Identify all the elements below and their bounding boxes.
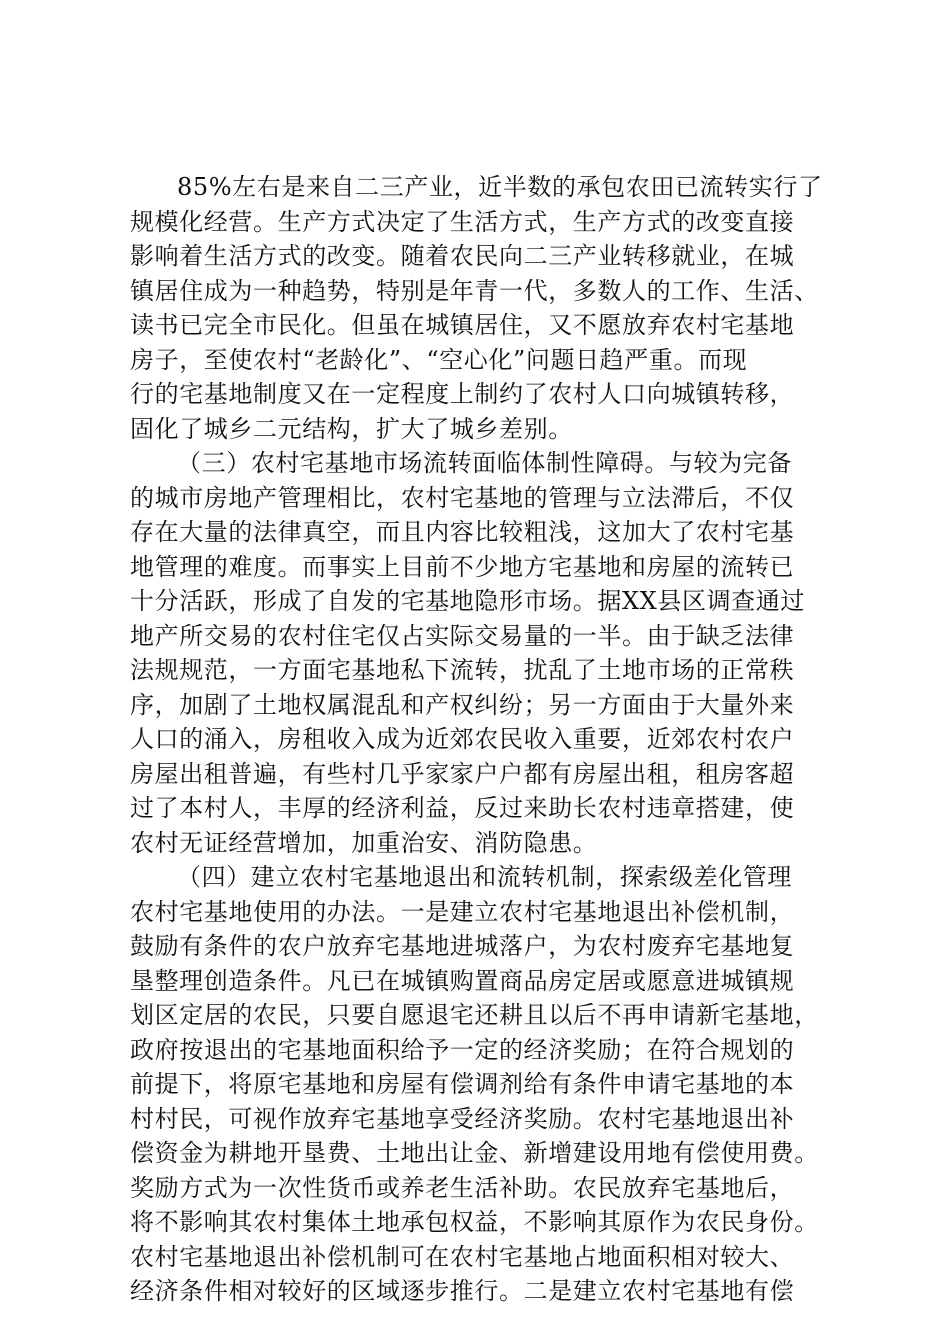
text-line: 房屋出租普遍，有些村几乎家家户户都有房屋出租，租房客超: [130, 759, 795, 788]
text-line: 经济条件相对较好的区域逐步推行。二是建立农村宅基地有偿: [130, 1277, 795, 1305]
text-line: 将不影响其农村集体土地承包权益，不影响其原作为农民身份。: [130, 1208, 819, 1236]
text-line: 地管理的难度。而事实上目前不少地方宅基地和房屋的流转已: [130, 552, 795, 581]
paragraph-1: [130, 170, 830, 446]
text-line: 十分活跃，形成了自发的宅基地隐形市场。据XX县区调查通过: [130, 587, 805, 615]
text-line: 地产所交易的农村住宅仅占实际交易量的一半。由于缺乏法律: [130, 621, 795, 650]
text-line: 农村宅基地使用的办法。一是建立农村宅基地退出补偿机制，: [130, 897, 795, 926]
text-line: 规模化经营。生产方式决定了生活方式，生产方式的改变直接: [130, 207, 795, 236]
text-line: 行的宅基地制度又在一定程度上制约了农村人口向城镇转移，: [130, 380, 795, 408]
text-line: 划区定居的农民，只要自愿退宅还耕且以后不再申请新宅基地，: [130, 1001, 819, 1029]
text-line: 人口的涌入，房租收入成为近郊农民收入重要，近郊农村农户: [130, 725, 795, 753]
text-line: 垦整理创造条件。凡已在城镇购置商品房定居或愿意进城镇规: [130, 966, 795, 995]
document-body: [130, 170, 830, 1309]
text-line: 农村无证经营增加，加重治安、消防隐患。: [130, 828, 598, 857]
text-line: 村村民，可视作放弃宅基地享受经济奖励。农村宅基地退出补: [130, 1104, 795, 1133]
text-line: 政府按退出的宅基地面积给予一定的经济奖励；在符合规划的: [130, 1035, 795, 1064]
text-line: 奖励方式为一次性货币或养老生活补助。农民放弃宅基地后，: [130, 1173, 795, 1202]
text-line: 存在大量的法律真空，而且内容比较粗浅，这加大了农村宅基: [130, 518, 795, 546]
text-line: 读书已完全市民化。但虽在城镇居住，又不愿放弃农村宅基地: [130, 311, 795, 339]
text-line: 85%左右是来自二三产业，近半数的承包农田已流转实行了: [177, 173, 823, 201]
text-line: 前提下，将原宅基地和房屋有偿调剂给有条件申请宅基地的本: [130, 1070, 795, 1098]
text-line: 偿资金为耕地开垦费、土地出让金、新增建设用地有偿使用费。: [130, 1139, 819, 1167]
paragraph-3: [130, 860, 830, 1309]
text-line: 影响着生活方式的改变。随着农民向二三产业转移就业，在城: [130, 242, 795, 270]
text-line: 固化了城乡二元结构，扩大了城乡差别。: [130, 414, 573, 443]
text-line: 房子，至使农村“老龄化”、“空心化”问题日趋严重。而现: [130, 345, 748, 374]
text-line: 的城市房地产管理相比，农村宅基地的管理与立法滞后，不仅: [130, 483, 795, 512]
text-line: 过了本村人，丰厚的经济利益，反过来助长农村违章搭建，使: [130, 794, 795, 822]
paragraph-2: [130, 446, 830, 860]
text-line: 鼓励有条件的农户放弃宅基地进城落户，为农村废弃宅基地复: [130, 932, 795, 960]
text-line: 农村宅基地退出补偿机制可在农村宅基地占地面积相对较大、: [130, 1242, 795, 1271]
text-line: 镇居住成为一种趋势，特别是年青一代，多数人的工作、生活、: [130, 276, 819, 305]
text-line: 法规规范，一方面宅基地私下流转，扰乱了土地市场的正常秩: [130, 656, 795, 684]
text-line: （三）农村宅基地市场流转面临体制性障碍。与较为完备: [177, 449, 792, 477]
text-line: 序，加剧了土地权属混乱和产权纠纷；另一方面由于大量外来: [130, 690, 795, 719]
text-line: （四）建立农村宅基地退出和流转机制，探索级差化管理: [177, 863, 792, 891]
